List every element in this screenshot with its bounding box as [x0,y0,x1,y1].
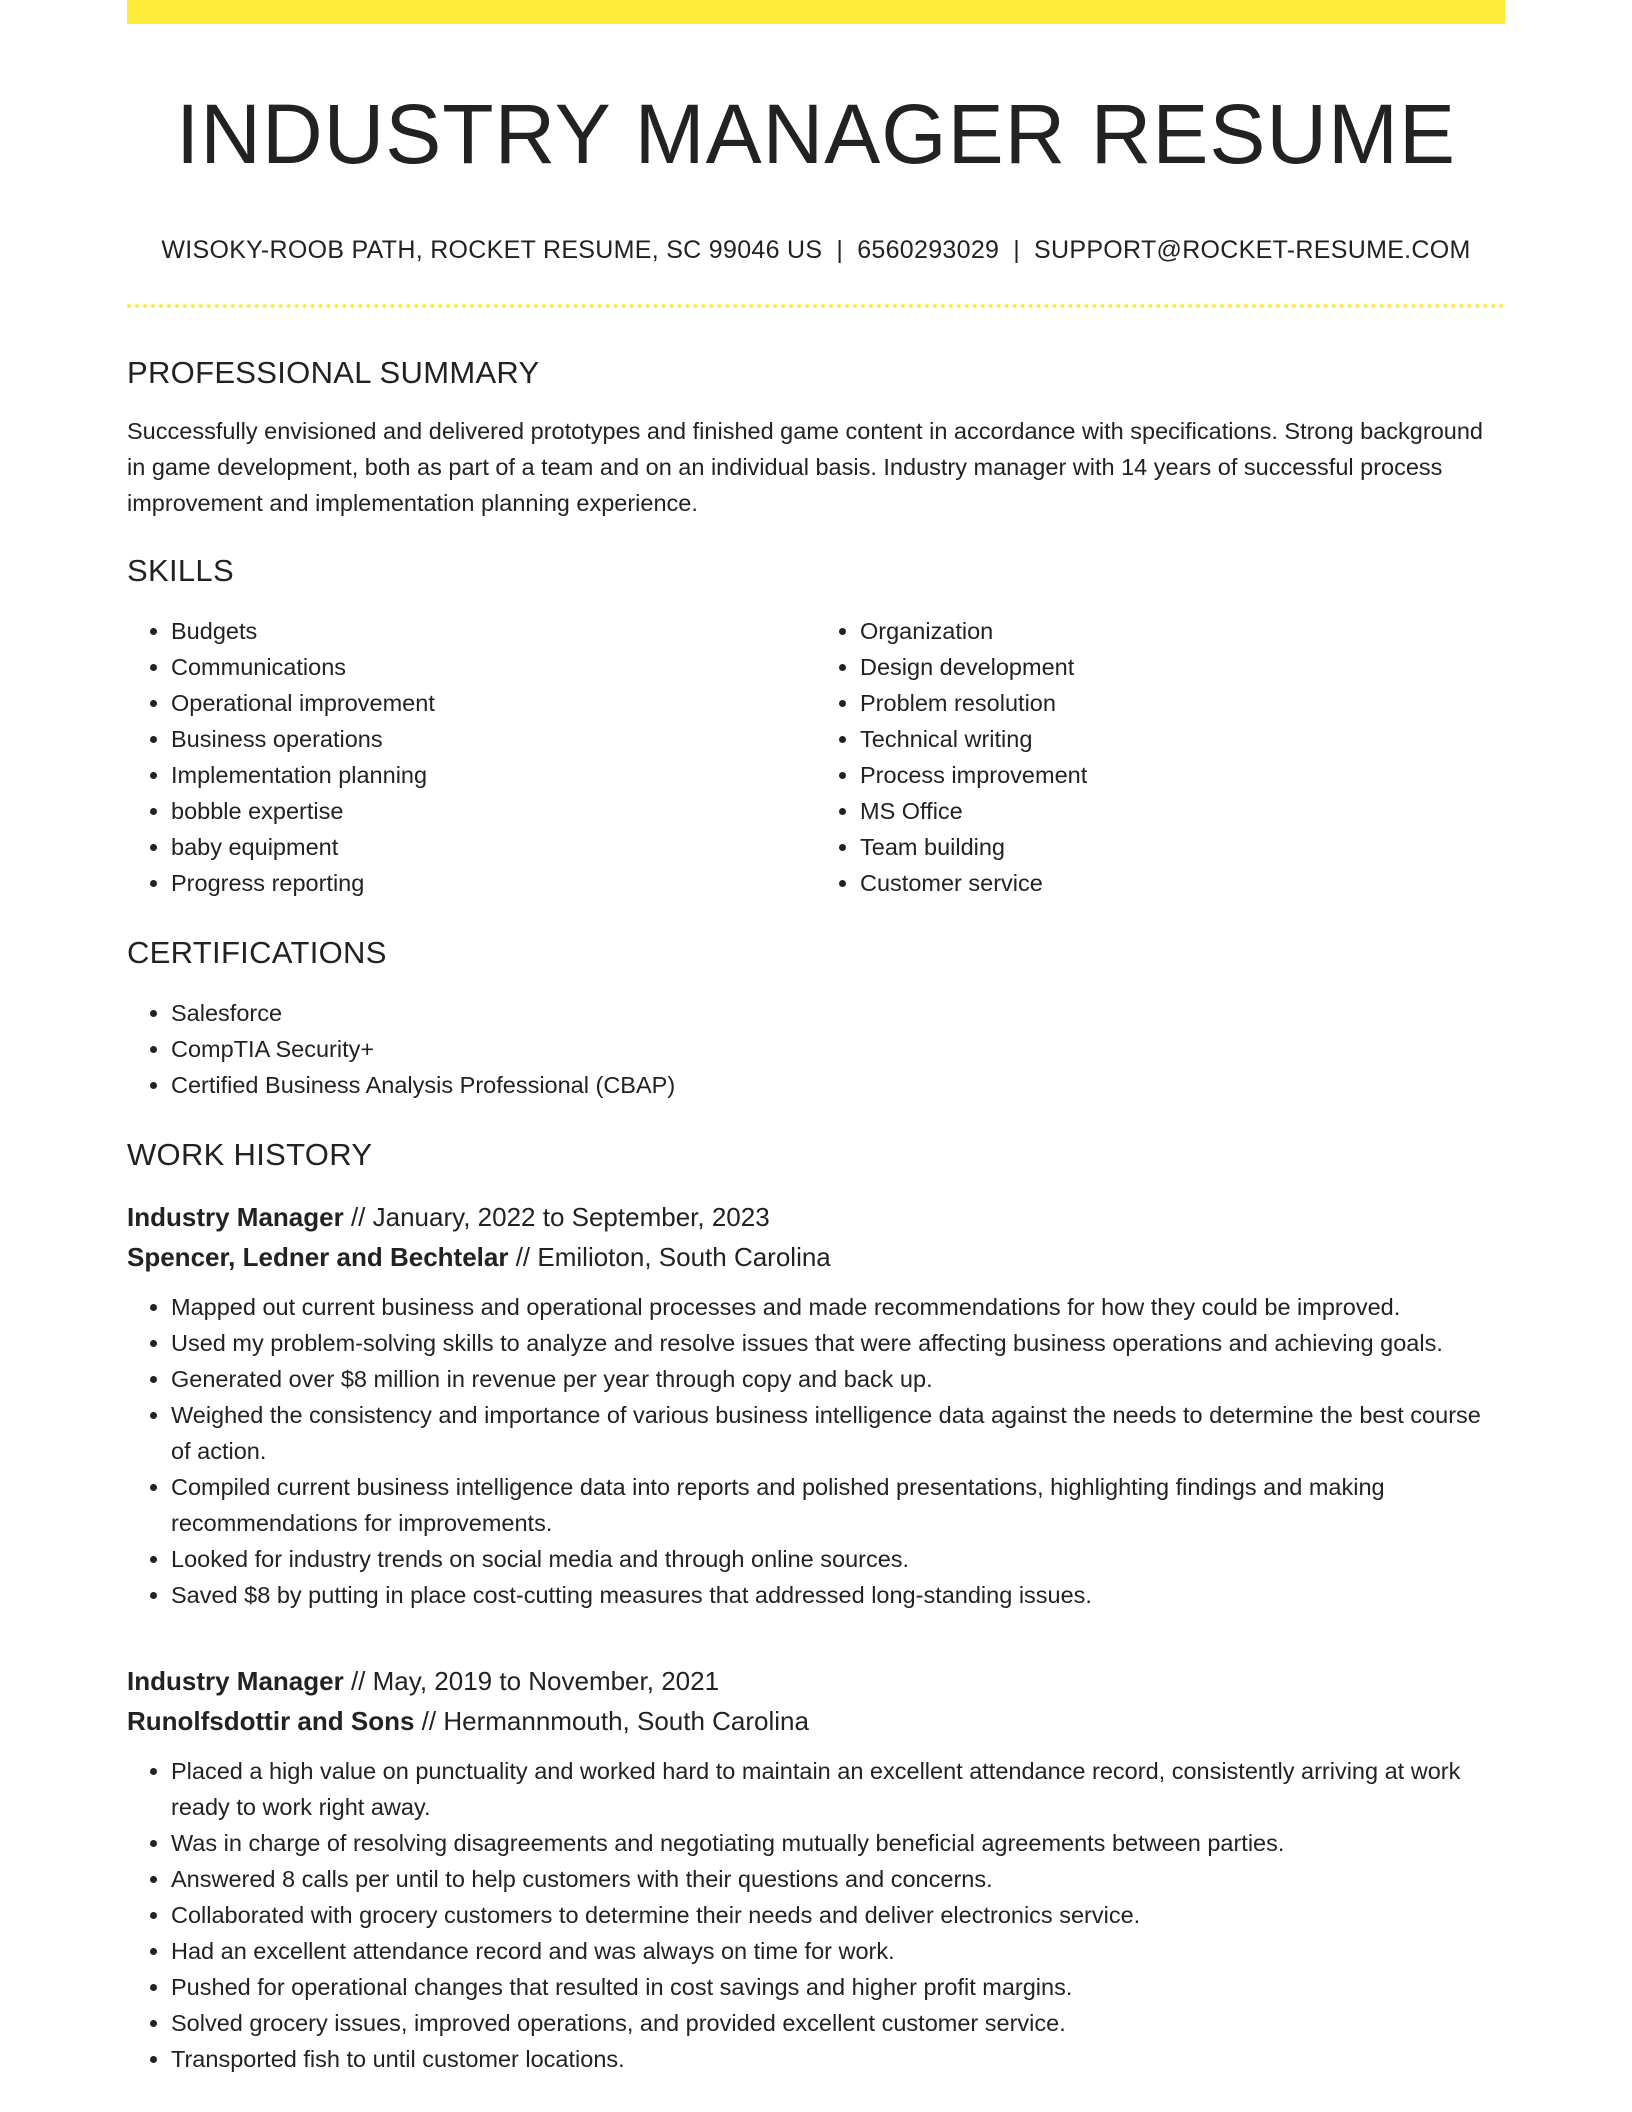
skill-item: • bobble expertise [171,793,816,829]
job-bullet: • Answered 8 calls per until to help customers with their questions and concerns. [171,1861,1505,1897]
contact-separator: | [1013,236,1021,264]
job-separator: // [350,1202,366,1232]
skill-item: • MS Office [860,793,1505,829]
job-bullet: • Generated over $8 million in revenue per year through copy and back up. [171,1361,1505,1397]
contact-separator: | [836,236,844,264]
resume-page [127,0,1505,2077]
job-bullet: • Mapped out current business and operational processes and made recommendations for how they could be improved. [171,1289,1505,1325]
summary-section [127,353,1505,521]
job-separator: // [350,1666,366,1696]
dotted-divider [127,304,1505,308]
skill-item: • Process improvement [860,757,1505,793]
summary-heading: PROFESSIONAL SUMMARY [127,355,540,390]
skill-item: • Operational improvement [171,685,816,721]
skill-item: • Budgets [171,613,816,649]
job-bullet: • Placed a high value on punctuality and worked hard to maintain an excellent attendance record, consistently arriving at work ready to work right away. [171,1753,1505,1825]
skill-item: • Progress reporting [171,865,816,901]
skill-item: • Customer service [860,865,1505,901]
job-bullet: • Saved $8 by putting in place cost-cutting measures that addressed long-standing issues. [171,1577,1505,1613]
skill-item: • Organization [860,613,1505,649]
skill-item: • baby equipment [171,829,816,865]
job-bullet: • Transported fish to until customer locations. [171,2041,1505,2077]
job-bullet: • Had an excellent attendance record and was always on time for work. [171,1933,1505,1969]
job-bullet: • Was in charge of resolving disagreements and negotiating mutually beneficial agreements between parties. [171,1825,1505,1861]
job-bullets [127,1753,1505,2077]
job-bullet: • Collaborated with grocery customers to determine their needs and deliver electronics service. [171,1897,1505,1933]
job-bullet: • Used my problem-solving skills to analyze and resolve issues that were affecting business operations and achieving goals. [171,1325,1505,1361]
skill-item: • Business operations [171,721,816,757]
job-location: Hermannmouth, South Carolina [443,1706,809,1736]
certification-item: • CompTIA Security+ [171,1031,1505,1067]
job-company-line [127,1237,1505,1277]
skill-item: • Technical writing [860,721,1505,757]
contact-email[interactable]: SUPPORT@ROCKET-RESUME.COM [1034,236,1471,264]
skills-list-left [127,613,816,901]
job-bullet: • Looked for industry trends on social media and through online sources. [171,1541,1505,1577]
skill-item: • Problem resolution [860,685,1505,721]
job-separator: // [515,1242,531,1272]
job-separator: // [421,1706,437,1736]
skill-item: • Design development [860,649,1505,685]
summary-text: Successfully envisioned and delivered prototypes and finished game content in accordance with specifications. Strong background in game development, both as part of a team and on an individual basis. Industry manager with 14 years of successful process improvement and implementation planning experience. [127,418,1483,516]
resume-title: INDUSTRY MANAGER RESUME [175,87,1457,181]
skill-item: • Team building [860,829,1505,865]
work-history-heading: WORK HISTORY [127,1137,373,1172]
contact-phone[interactable]: 6560293029 [857,236,1000,264]
job-bullet: • Pushed for operational changes that resulted in cost savings and higher profit margins. [171,1969,1505,2005]
skills-section [127,551,1505,901]
job-title: Industry Manager [127,1666,344,1696]
certification-item: • Certified Business Analysis Professional (CBAP) [171,1067,1505,1103]
contact-line [127,234,1505,266]
job-title: Industry Manager [127,1202,344,1232]
work-history-section [127,1135,1505,2077]
skills-heading: SKILLS [127,553,234,588]
certifications-section [127,933,1505,1103]
contact-address: WISOKY-ROOB PATH, ROCKET RESUME, SC 99046 US [161,236,823,264]
job-title-line [127,1661,1505,1701]
job-title-line [127,1197,1505,1237]
certifications-heading: CERTIFICATIONS [127,935,387,970]
job-dates: January, 2022 to September, 2023 [372,1202,770,1232]
job-company-line [127,1701,1505,1741]
job-location: Emilioton, South Carolina [537,1242,831,1272]
job-company: Spencer, Ledner and Bechtelar [127,1242,509,1272]
job-entry [127,1661,1505,2077]
skills-grid [127,613,1505,901]
job-company: Runolfsdottir and Sons [127,1706,415,1736]
job-bullet: • Compiled current business intelligence data into reports and polished presentations, highlighting findings and making recommendations for improvements. [171,1469,1505,1541]
skill-item: • Implementation planning [171,757,816,793]
job-bullets [127,1289,1505,1613]
job-bullet: • Solved grocery issues, improved operations, and provided excellent customer service. [171,2005,1505,2041]
job-dates: May, 2019 to November, 2021 [372,1666,720,1696]
accent-top-bar [127,0,1505,24]
skills-list-right [816,613,1505,901]
job-entry [127,1197,1505,1613]
skill-item: • Communications [171,649,816,685]
certifications-list [127,995,1505,1103]
certification-item: • Salesforce [171,995,1505,1031]
job-bullet: • Weighed the consistency and importance of various business intelligence data against the needs to determine the best course of action. [171,1397,1505,1469]
